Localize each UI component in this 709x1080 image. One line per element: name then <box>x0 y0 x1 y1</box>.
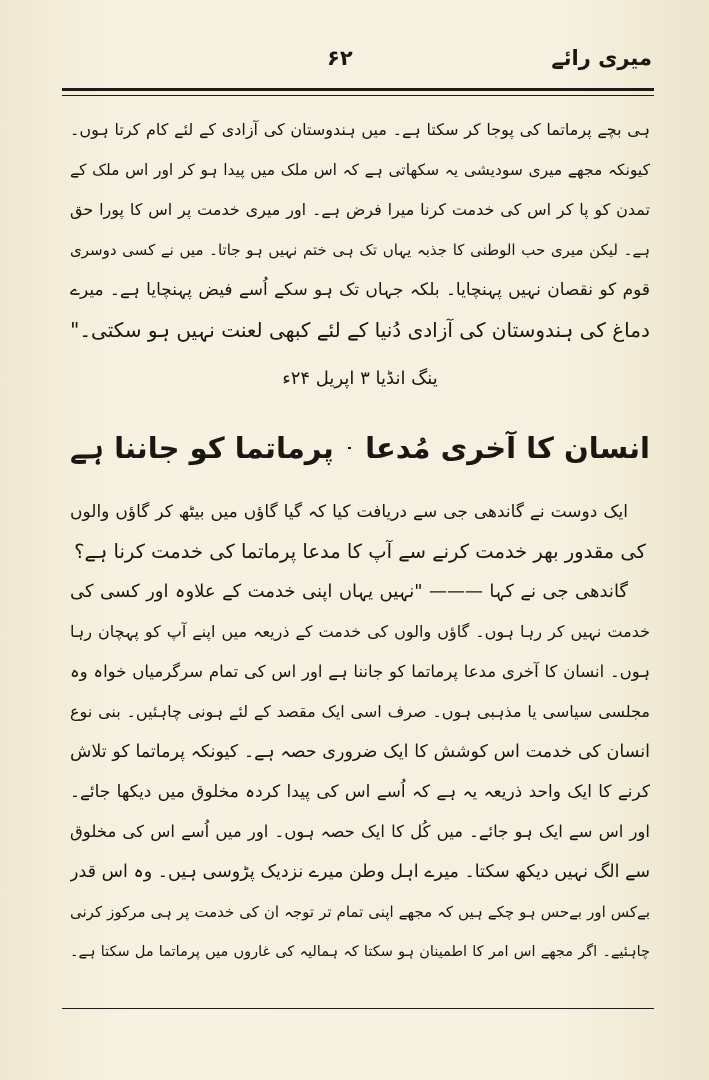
text-line: تمدن کو پا کر اس کی خدمت کرنا میرا فرض ہے۔ اور میری خدمت پر اس کا پورا حق <box>70 200 650 219</box>
text-line: کیونکہ مجھے میری سودیشی یہ سکھاتی ہے کہ اس ملک میں پیدا ہو کر اور اس ملک کے <box>70 161 650 179</box>
text-line: ہوں۔ انسان کا آخری مدعا پرماتما کو جاننا ہے اور اس کی تمام سرگرمیاں خواہ وہ <box>70 662 650 681</box>
body-paragraph <box>70 492 650 972</box>
quote-paragraph <box>70 110 650 350</box>
text-line: بےکس اور بےحس ہو چکے ہیں کہ مجھے اپنی تمام تر توجہ ان کی خدمت پر ہی مرکوز کرنی <box>70 903 650 921</box>
heading-part-1: انسان کا آخری مُدعا <box>365 431 650 465</box>
header-rule-thick <box>62 88 654 91</box>
page-number: ۶۲ <box>327 46 353 70</box>
text-line: ہے۔ لیکن میری حب الوطنی کا جذبہ یہاں تک ہی ختم نہیں ہو جاتا۔ میں نے کسی دوسری <box>70 241 650 259</box>
footer-rule <box>62 1008 654 1009</box>
text-line: اور اس سے ایک ہو جائے۔ میں کُل کا ایک حصہ ہوں۔ اور میں اُسے اس کی مخلوق <box>70 822 650 841</box>
running-title: میری رائے <box>551 46 652 70</box>
text-line: ہی بچے پرماتما کی پوجا کر سکتا ہے۔ میں ہندوستان کی آزادی کے لئے کام کرتا ہوں۔ <box>70 120 650 139</box>
text-line: قوم کو نقصان نہیں پہنچایا۔ بلکہ جہاں تک ہو سکے اُسے فیض پہنچایا ہے۔ میرے <box>70 280 650 300</box>
heading-part-2: پرماتما کو جاننا ہے <box>70 431 334 465</box>
text-line: انسان کی خدمت اس کوشش کا ایک ضروری حصہ ہے۔ کیونکہ پرماتما کو تلاش <box>70 742 650 762</box>
section-heading <box>70 418 650 478</box>
text-line: مجلسی سیاسی یا مذہبی ہوں۔ صرف اسی ایک مقصد کے لئے ہونی چاہئیں۔ بنی نوع <box>70 702 650 721</box>
page-header <box>62 46 652 86</box>
header-rule-thin <box>62 95 654 96</box>
text-line: ایک دوست نے گاندھی جی سے دریافت کیا کہ گیا گاؤں میں بیٹھ کر گاؤں والوں <box>70 502 628 522</box>
text-line: گاندھی جی نے کہا ——— "نہیں یہاں اپنی خدمت کے علاوہ اور کسی کی <box>70 581 628 602</box>
text-line: خدمت نہیں کر رہا ہوں۔ گاؤں والوں کی خدمت کے ذریعہ میں اپنے آپ کو پہچان رہا <box>70 622 650 641</box>
text-line: کرنے کا ایک واحد ذریعہ یہ ہے کہ اُسے اس کی پیدا کردہ مخلوق میں دیکھا جائے۔ <box>70 782 650 802</box>
source-citation: ینگ انڈیا ۳ اپریل ۲۴ء <box>282 368 438 389</box>
text-line: دماغ کی ہندوستان کی آزادی دُنیا کے لئے کبھی لعنت نہیں ہو سکتی۔" <box>70 318 650 342</box>
heading-dash <box>348 447 351 449</box>
text-line: سے الگ نہیں دیکھ سکتا۔ میرے اہل وطن میرے نزدیک پڑوسی ہیں۔ وہ اس قدر <box>70 862 650 882</box>
text-line: چاہئیے۔ اگر مجھے اس امر کا اطمینان ہو سکتا کہ ہمالیہ کی غاروں میں پرماتما مل سکتا ہے۔ <box>70 944 650 960</box>
text-line: کی مقدور بھر خدمت کرنے سے آپ کا مدعا پرماتما کی خدمت کرنا ہے؟ <box>74 540 646 563</box>
